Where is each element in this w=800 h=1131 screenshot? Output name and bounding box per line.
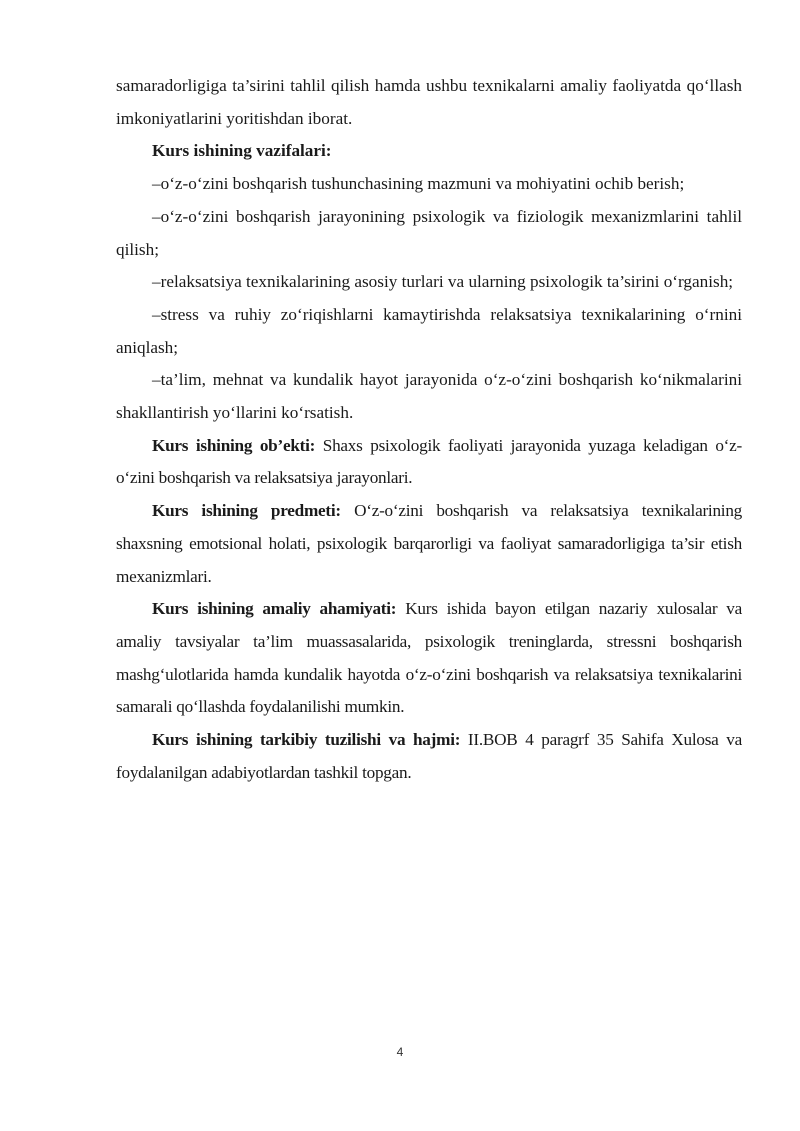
practical-text: Kurs ishida bayon etilgan nazariy xulosalar va amaliy tavsiyalar ta’lim muassasalarida, psixologik treninglarda, stressni boshqarish mashg‘ulotlarida hamda kundalik hayotda o‘z-o‘zini boshqarish va relaksatsiya texnikalarini samarali qo‘llashda foydalanilishi mumkin. <box>116 599 743 717</box>
page-body <box>116 70 742 789</box>
structure-label: Kurs ishining tarkibiy tuzilishi va hajmi: <box>152 730 461 750</box>
object-label: Kurs ishining ob’ekti: <box>152 435 316 455</box>
tasks-heading-label: Kurs ishining vazifalari: <box>152 141 332 161</box>
task-item: –o‘z-o‘zini boshqarish tushunchasining mazmuni va mohiyatini ochib berish; <box>152 174 685 194</box>
subject-paragraph <box>116 495 742 593</box>
page-number: 4 <box>396 1045 404 1059</box>
task-item: –relaksatsiya texnikalarining asosiy turlari va ularning psixologik ta’sirini o‘rganish; <box>152 272 734 292</box>
practical-paragraph <box>116 593 742 724</box>
practical-label: Kurs ishining amaliy ahamiyati: <box>152 599 397 619</box>
structure-text: II.BOB 4 paragrf 35 Sahifa Xulosa va foydalanilgan adabiyotlardan tashkil topgan. <box>116 730 742 782</box>
task-item: –o‘z-o‘zini boshqarish jarayonining psixologik va fiziologik mexanizmlarini tahlil qilish; <box>116 206 742 259</box>
subject-label: Kurs ishining predmeti: <box>152 501 341 521</box>
tasks-heading <box>116 135 742 168</box>
task-item: –ta’lim, mehnat va kundalik hayot jarayonida o‘z-o‘zini boshqarish ko‘nikmalarini shakllantirish yo‘llarini ko‘rsatish. <box>116 370 742 423</box>
task-item: –stress va ruhiy zo‘riqishlarni kamaytirishda relaksatsiya texnikalarining o‘rnini aniqlash; <box>116 304 742 357</box>
intro-paragraph: samaradorligiga ta’sirini tahlil qilish hamda ushbu texnikalarni amaliy faoliyatda qo‘llash imkoniyatlarini yoritishdan iborat. <box>116 76 742 128</box>
subject-text: O‘z-o‘zini boshqarish va relaksatsiya texnikalarining shaxsning emotsional holati, psixologik barqarorligi va faoliyat samaradorligiga ta’sir etish mexanizmlari. <box>116 501 743 586</box>
object-text: Shaxs psixologik faoliyati jarayonida yuzaga keladigan o‘z-o‘zini boshqarish va relaksatsiya jarayonlari. <box>116 435 743 488</box>
structure-paragraph <box>116 724 742 789</box>
object-paragraph <box>116 430 742 495</box>
